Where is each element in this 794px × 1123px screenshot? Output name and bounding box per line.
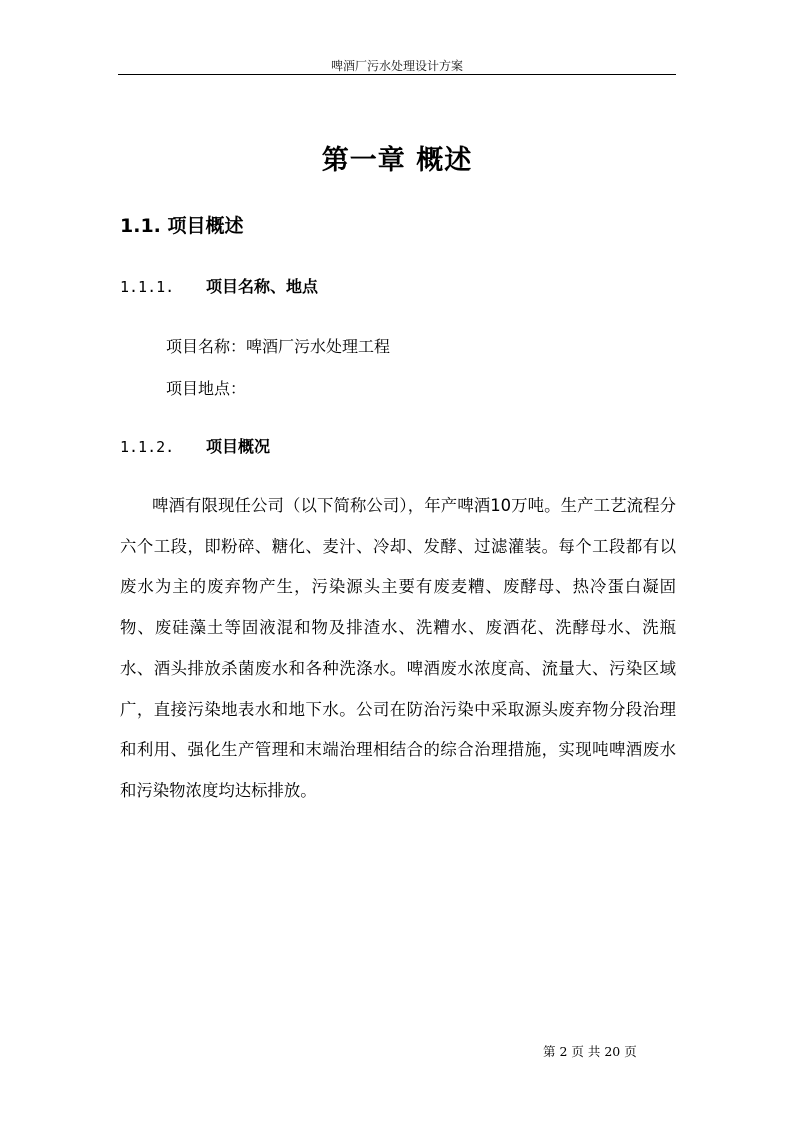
running-header: 啤酒厂污水处理设计方案 (330, 59, 463, 73)
subsection-title: 项目名称、地点 (206, 277, 319, 296)
overview-paragraph: 啤酒有限现任公司（以下简称公司），年产啤酒10万吨。生产工艺流程分六个工段，即粉碎、糖化、麦汁、冷却、发酵、过滤灌装。每个工段都有以废水为主的废弃物产生，污染源头主要有废麦糟、废酵母、热冷蛋白凝固物、废硅藻土等固液混和物及排渣水、洗糟水、废酒花、洗酵母水、洗瓶水、酒头排放杀菌废水和各种洗涤水。啤酒废水浓度高、流量大、污染区域广，直接污染地表水和地下水。公司在防治污染中采取源头废弃物分段治理和利用、强化生产管理和末端治理相结合的综合治理措施，实现吨啤酒废水和污染物浓度均达标排放。 (120, 496, 676, 800)
subsection-title: 项目概况 (206, 437, 271, 456)
subsection-number: 1.1.2. (120, 438, 175, 456)
subsection-number: 1.1.1. (120, 278, 175, 296)
project-name-line: 项目名称：啤酒厂污水处理工程 (166, 337, 391, 356)
subsection-heading-2 (120, 434, 270, 457)
project-location-line: 项目地点： (166, 379, 247, 398)
section-title: 1.1. 项目概述 (120, 215, 244, 237)
subsection-heading-1 (120, 274, 318, 297)
header-rule (118, 74, 676, 75)
page-number-footer: 第 2 页 共 20 页 (543, 1044, 637, 1059)
chapter-title: 第一章 概述 (321, 145, 473, 176)
